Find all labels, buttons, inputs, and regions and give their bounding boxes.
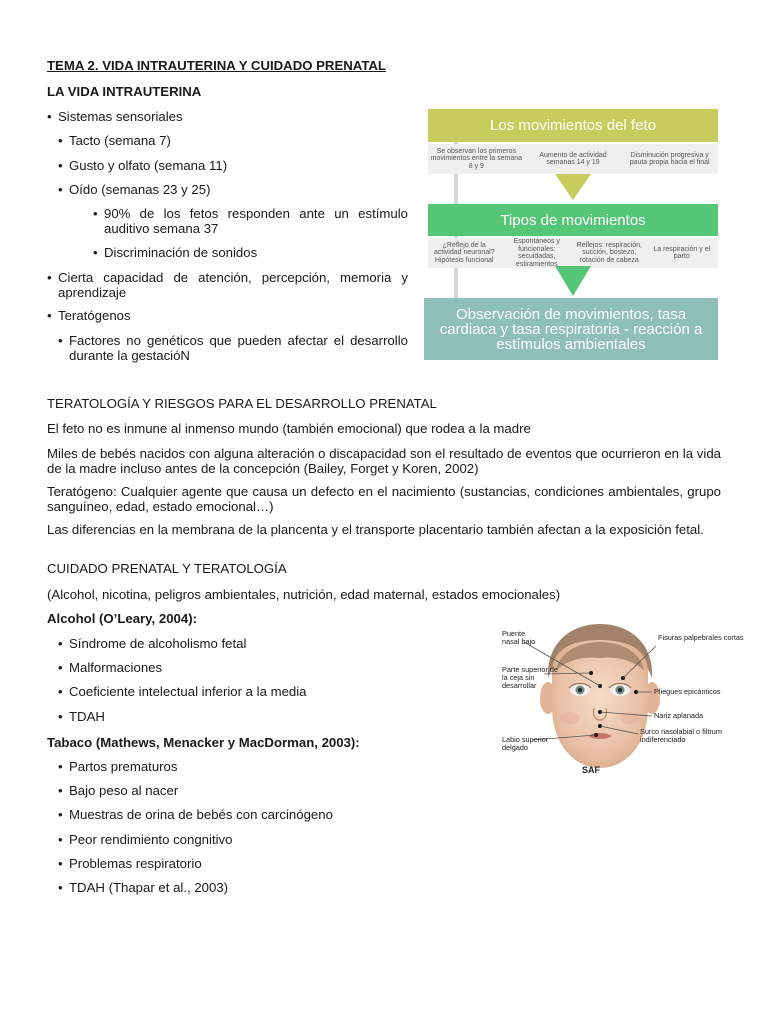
label-surco: Surco nasolabial o filtrum indiferenciado (640, 727, 722, 744)
diagram-strip-tipos: ¿Reflejo de la actividad neuronal? Hipótesis funcional Espontáneos y funcionales: secuidadas, estiramientos Reflejos: respiración, succión, bostezo, rotación de cabeza La respiración y el parto (428, 238, 718, 268)
paragraph: Teratógeno: Cualquier agente que causa un defecto en el nacimiento (sustancias, condiciones ambientales, grupo sanguíneo, edad, estado emocional…) (47, 484, 721, 514)
bullet-icon: • (58, 807, 63, 822)
bullet-icon: • (58, 783, 63, 798)
diagram-box-movimientos: Los movimientos del feto (428, 109, 718, 142)
diagram-strip-movimientos: Se observan los primeros movimientos entre la semana 8 y 9 Aumento de actividad semanas 14 y 19 Disminución progresiva y pauta propia hacia el final (428, 144, 718, 174)
subheading-alcohol: Alcohol (O’Leary, 2004): (47, 611, 197, 626)
bullet-icon: • (93, 245, 98, 260)
paragraph: Las diferencias en la membrana de la plancenta y el transporte placentario también afectan a la exposición fetal. (47, 522, 704, 537)
bullet-icon: • (58, 133, 63, 148)
bullet-icon: • (58, 636, 63, 651)
fetal-movements-diagram (424, 108, 720, 362)
bullet-icon: • (58, 333, 63, 348)
label-fisuras: Fisuras palpebrales cortas (658, 633, 744, 642)
paragraph: Miles de bebés nacidos con alguna alteración o discapacidad son el resultado de eventos que ocurrieron en la vida de la madre incluso antes de la concepción (Bailey, Forget y Koren, 2002) (47, 446, 721, 476)
bullet-icon: • (58, 158, 63, 173)
label-labio: Labio superior delgado (502, 735, 549, 752)
bullet-icon: • (58, 684, 63, 699)
bullet-icon: • (58, 660, 63, 675)
paragraph: El feto no es inmune al inmenso mundo (también emocional) que rodea a la madre (47, 421, 531, 436)
bullet-icon: • (47, 308, 52, 323)
paragraph: (Alcohol, nicotina, peligros ambientales, nutrición, edad maternal, estados emocionales) (47, 587, 561, 602)
bullet-icon: • (47, 109, 52, 124)
arrow-down-icon (555, 266, 591, 296)
bullet-icon: • (58, 856, 63, 871)
subheading-tabaco: Tabaco (Mathews, Menacker y MacDorman, 2003): (47, 735, 360, 750)
bullet-icon: • (93, 206, 98, 221)
bullet-icon: • (58, 182, 63, 197)
diagram-box-tipos: Tipos de movimientos (428, 204, 718, 236)
bullet-icon: • (58, 880, 63, 895)
section-title-vida-intrauterina: LA VIDA INTRAUTERINA (47, 84, 202, 99)
bullet-icon: • (58, 832, 63, 847)
label-ceja: Parte superior de la ceja sin desarrollar (502, 665, 558, 690)
bullet-icon: • (47, 270, 52, 285)
label-nariz: Nariz aplanada (654, 711, 704, 720)
diagram-box-observacion: Observación de movimientos, tasa cardiaca y tasa respiratoria - reacción a estímulos ambientales (424, 298, 718, 360)
figure-caption: SAF (582, 765, 600, 775)
section-title-cuidado-prenatal: CUIDADO PRENATAL Y TERATOLOGÍA (47, 561, 287, 576)
bullet-icon: • (58, 709, 63, 724)
document-title: TEMA 2. VIDA INTRAUTERINA Y CUIDADO PRENATAL (47, 58, 386, 73)
fas-face-figure (496, 618, 762, 780)
arrow-down-icon (555, 174, 591, 200)
label-pliegues: Pliegues epicánticos (654, 687, 721, 696)
section-title-teratologia: TERATOLOGÍA Y RIESGOS PARA EL DESARROLLO PRENATAL (47, 396, 437, 411)
label-puente-nasal: Puente nasal bajo (502, 629, 536, 646)
bullet-icon: • (58, 759, 63, 774)
